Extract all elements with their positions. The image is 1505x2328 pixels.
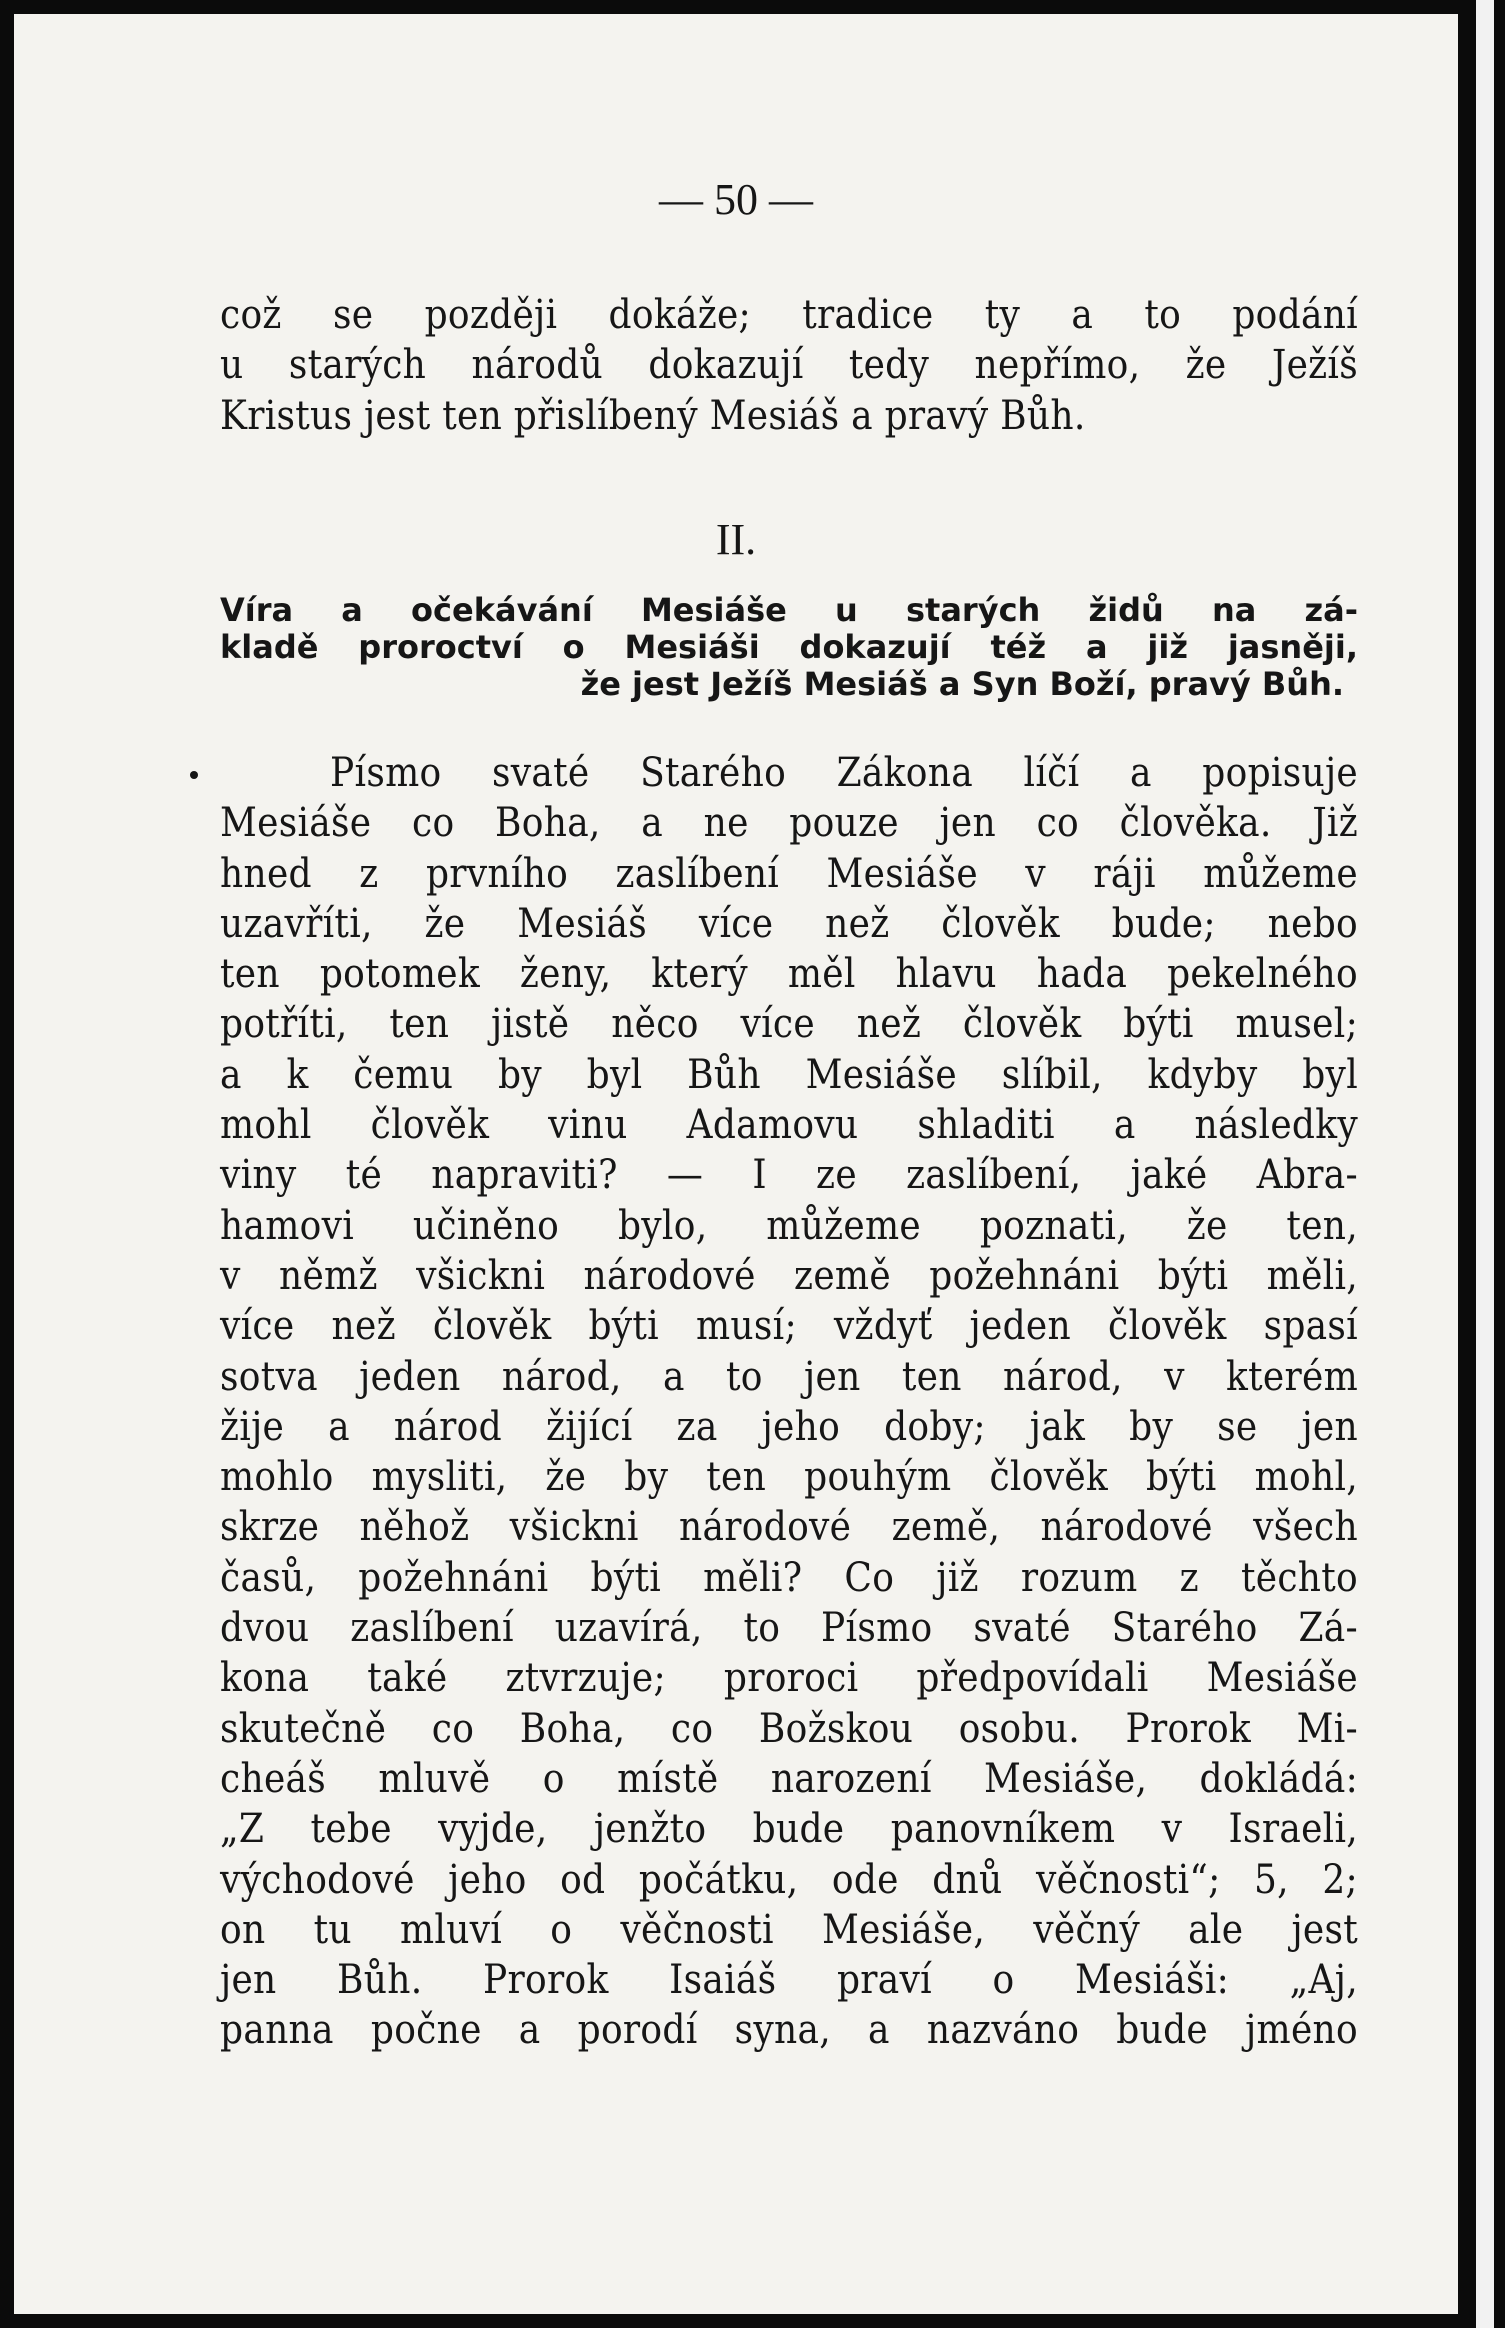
- text-line: Mesiáše co Boha, a ne pouze jen co člověka. Již: [220, 800, 1358, 847]
- text-line: on tu mluví o věčnosti Mesiáše, věčný ale jest: [220, 1906, 1358, 1953]
- heading-line: že jest Ježíš Mesiáš a Syn Boží, pravý Bůh.: [580, 665, 1344, 703]
- stray-dot-mark: [190, 771, 198, 779]
- text-line: východové jeho od počátku, ode dnů věčnosti“; 5, 2;: [220, 1856, 1358, 1903]
- text-line: hned z prvního zaslíbení Mesiáše v ráji můžeme: [220, 850, 1358, 897]
- text-line: časů, požehnáni býti měli? Co již rozum z těchto: [220, 1554, 1358, 1601]
- text-line: panna počne a porodí syna, a nazváno bude jméno: [220, 2007, 1358, 2054]
- text-line: ten potomek ženy, který měl hlavu hada pekelného: [220, 951, 1358, 998]
- text-line: dvou zaslíbení uzavírá, to Písmo svaté Starého Zá-: [220, 1605, 1358, 1652]
- book-page: [14, 14, 1458, 2314]
- text-line: skutečně co Boha, co Božskou osobu. Prorok Mi-: [220, 1705, 1358, 1752]
- text-line: kona také ztvrzuje; proroci předpovídali Mesiáše: [220, 1655, 1358, 1702]
- text-line: Kristus jest ten přislíbený Mesiáš a pravý Bůh.: [220, 392, 1086, 439]
- text-line: cheáš mluvě o místě narození Mesiáše, dokládá:: [220, 1755, 1358, 1802]
- top-paragraph: [220, 290, 1358, 441]
- text-line: což se později dokáže; tradice ty a to podání: [220, 292, 1358, 338]
- page-number: — 50 —: [659, 175, 813, 224]
- section-number: II.: [715, 515, 757, 564]
- text-line: hamovi učiněno bylo, můžeme poznati, že ten,: [220, 1202, 1358, 1249]
- text-line: a k čemu by byl Bůh Mesiáše slíbil, kdyby byl: [220, 1051, 1358, 1098]
- scan-edge-border: [1466, 0, 1505, 2328]
- text-line: mohlo mysliti, že by ten pouhým člověk býti mohl,: [220, 1454, 1358, 1501]
- heading-line: Víra a očekávání Mesiáše u starých židů na zá-: [220, 591, 1358, 629]
- text-line: u starých národů dokazují tedy nepřímo, že Ježíš: [220, 342, 1358, 389]
- text-line: skrze něhož všickni národové země, národové všech: [220, 1504, 1358, 1551]
- text-line: Písmo svaté Starého Zákona líčí a popisuje: [330, 750, 1358, 796]
- text-line: jen Bůh. Prorok Isaiáš praví o Mesiáši: „Aj,: [220, 1957, 1358, 2004]
- heading-line: kladě proroctví o Mesiáši dokazují též a již jasněji,: [220, 628, 1358, 666]
- text-line: žije a národ žijící za jeho doby; jak by se jen: [220, 1403, 1358, 1450]
- text-line: uzavříti, že Mesiáš více než člověk bude; nebo: [220, 900, 1358, 947]
- text-line: potříti, ten jistě něco více než člověk býti musel;: [220, 1001, 1358, 1048]
- text-line: v němž všickni národové země požehnáni býti měli,: [220, 1252, 1358, 1299]
- section-heading: [220, 592, 1358, 703]
- text-line: viny té napraviti? — I ze zaslíbení, jaké Abra-: [220, 1152, 1358, 1199]
- text-line: více než člověk býti musí; vždyť jeden člověk spasí: [220, 1303, 1358, 1350]
- text-line: mohl člověk vinu Adamovu shladiti a následky: [220, 1102, 1358, 1149]
- main-paragraph: [220, 748, 1358, 2056]
- text-line: „Z tebe vyjde, jenžto bude panovníkem v Israeli,: [220, 1806, 1358, 1853]
- text-line: sotva jeden národ, a to jen ten národ, v kterém: [220, 1353, 1358, 1400]
